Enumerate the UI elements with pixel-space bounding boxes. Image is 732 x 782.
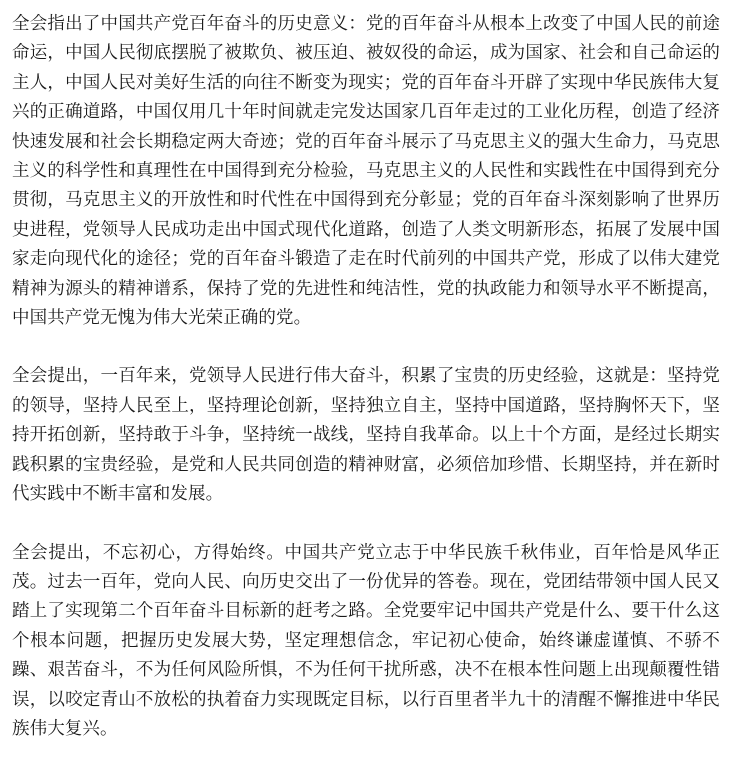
paragraph-historical-experience: 全会提出，一百年来，党领导人民进行伟大奋斗，积累了宝贵的历史经验，这就是：坚持党的领导，坚持人民至上，坚持理论创新，坚持独立自主，坚持中国道路，坚持胸怀天下，坚持开拓创新，坚持敢于斗争，坚持统一战线，坚持自我革命。以上十个方面，是经过长期实践积累的宝贵经验，是党和人民共同创造的精神财富，必须倍加珍惜、长期坚持，并在新时代实践中不断丰富和发展。 — [12, 366, 720, 505]
paragraph-historical-significance: 全会指出了中国共产党百年奋斗的历史意义：党的百年奋斗从根本上改变了中国人民的前途命运，中国人民彻底摆脱了被欺负、被压迫、被奴役的命运，成为国家、社会和自己命运的主人，中国人民对美好生活的向往不断变为现实；党的百年奋斗开辟了实现中华民族伟大复兴的正确道路，中国仅用几十年时间就走完发达国家几百年走过的工业化历程，创造了经济快速发展和社会长期稳定两大奇迹；党的百年奋斗展示了马克思主义的强大生命力，马克思主义的科学性和真理性在中国得到充分检验，马克思主义的人民性和实践性在中国得到充分贯彻，马克思主义的开放性和时代性在中国得到充分彰显；党的百年奋斗深刻影响了世界历史进程，党领导人民成功走出中国式现代化道路，创造了人类文明新形态，拓展了发展中国家走向现代化的途径；党的百年奋斗锻造了走在时代前列的中国共产党，形成了以伟大建党精神为源头的精神谱系，保持了党的先进性和纯洁性，党的执政能力和领导水平不断提高，中国共产党无愧为伟大光荣正确的党。 — [12, 14, 720, 329]
article-body — [12, 10, 720, 744]
paragraph-original-aspiration: 全会提出，不忘初心，方得始终。中国共产党立志于中华民族千秋伟业，百年恰是风华正茂。过去一百年，党向人民、向历史交出了一份优异的答卷。现在，党团结带领中国人民又踏上了实现第二个百年奋斗目标新的赶考之路。全党要牢记中国共产党是什么、要干什么这个根本问题，把握历史发展大势，坚定理想信念，牢记初心使命，始终谦虚谨慎、不骄不躁、艰苦奋斗，不为任何风险所惧，不为任何干扰所惑，决不在根本性问题上出现颠覆性错误，以咬定青山不放松的执着奋力实现既定目标，以行百里者半九十的清醒不懈推进中华民族伟大复兴。 — [12, 542, 720, 739]
